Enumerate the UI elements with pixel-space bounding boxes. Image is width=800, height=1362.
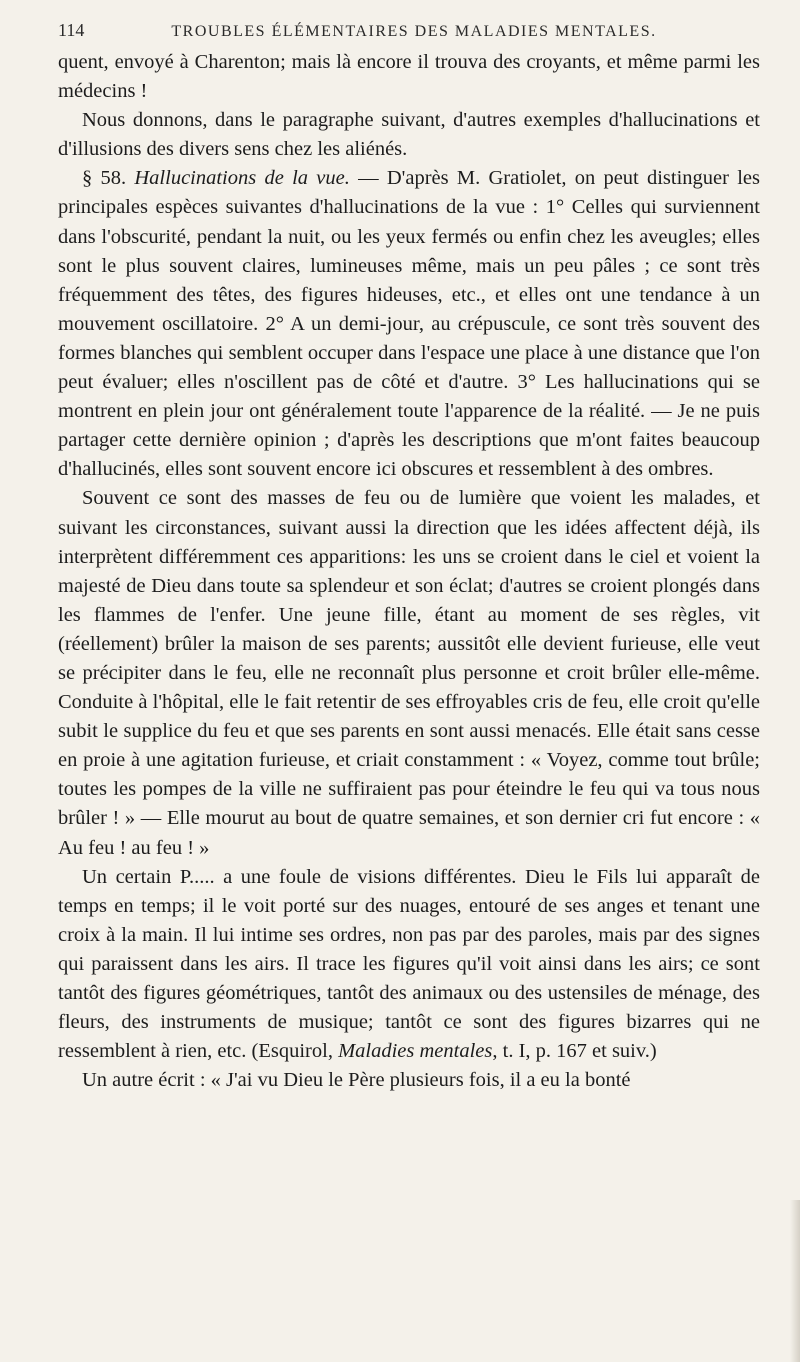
running-header xyxy=(58,20,760,44)
text-run: Souvent ce sont des masses de feu ou de lumière que voient les malades, et suivant les circonstances, suivant aussi la direction que les idées affectent déjà, ils interprètent différemment ces apparitions: les uns se croient dans le ciel et voient la majesté de Dieu dans toute sa splendeur et son éclat; d'autres se croient plongés dans les flammes de l'enfer. Une jeune fille, étant au moment de ses règles, vit (réellement) brûler la maison de ses parents; aussitôt elle devient furieuse, elle veut se précipiter dans le feu, elle ne reconnaît plus personne et croit brûler elle-même. Conduite à l'hôpital, elle le fait retentir de ses effroyables cris de feu, elle croit qu'elle subit le supplice du feu et que ses parents en sont aussi menacés. Elle était sans cesse en proie à une agitation furieuse, et criait constamment : « Voyez, comme tout brûle; toutes les pompes de la ville ne suffiraient pas pour éteindre le feu qui va tous nous brûler ! » — Elle mourut au bout de quatre semaines, et son dernier cri fut encore : « Au feu ! au feu ! » xyxy=(58,487,760,859)
running-title: TROUBLES ÉLÉMENTAIRES DES MALADIES MENTALES. xyxy=(171,23,657,40)
paragraph xyxy=(58,106,760,164)
paragraph xyxy=(58,863,760,1067)
text-run: Un autre écrit : « J'ai vu Dieu le Père plusieurs fois, il a eu la bonté xyxy=(82,1069,631,1092)
paragraph xyxy=(58,484,760,862)
text-run: — D'après M. Gratiolet, on peut distinguer les principales espèces suivantes d'hallucinations de la vue : 1° Celles qui surviennent dans l'obscurité, pendant la nuit, ou les yeux fermés ou enfin chez les aveugles; elles sont le plus souvent claires, lumineuses même, mais un peu pâles ; ce sont très fréquemment des têtes, des figures hideuses, etc., et elles ont une tendance à un mouvement oscillatoire. 2° A un demi-jour, au crépuscule, ce sont très souvent des formes blanches qui semblent occuper dans l'espace une place à une distance que l'on peut évaluer; elles n'oscillent pas de côté et d'autre. 3° Les hallucinations qui se montrent en plein jour ont généralement toute l'apparence de la réalité. — Je ne puis partager cette dernière opinion ; d'après les descriptions que m'ont faites beaucoup d'hallucinés, elles sont souvent encore ici obscures et ressemblent à des ombres. xyxy=(58,167,760,481)
text-run: quent, envoyé à Charenton; mais là encore il trouva des croyants, et même parmi les médecins ! xyxy=(58,51,760,103)
page-edge-shadow xyxy=(790,1200,800,1362)
text-run: Un certain P..... a une foule de visions différentes. Dieu le Fils lui apparaît de temps en temps; il le voit porté sur des nuages, entouré de ses anges et tenant une croix à la main. Il lui intime ses ordres, non pas par des paroles, mais par des signes qui paraissent dans les airs. Il trace les figures qu'il voit ainsi dans les airs; ce sont tantôt des figures géométriques, tantôt des animaux ou des ustensiles de ménage, des fleurs, des instruments de musique; tantôt ce sont des figures bizarres qui ne ressemblent à rien, etc. (Esquirol, xyxy=(58,865,760,1063)
body-text xyxy=(58,48,760,1095)
paragraph xyxy=(58,48,760,106)
paragraph xyxy=(58,164,760,484)
page-number: 114 xyxy=(58,20,85,40)
italic-text: Hallucinations de la vue. xyxy=(134,167,350,190)
text-run: § 58. xyxy=(82,167,135,190)
italic-text: Maladies mentales xyxy=(338,1040,493,1063)
text-run: Nous donnons, dans le paragraphe suivant, d'autres exemples d'hallucinations et d'illusions des divers sens chez les aliénés. xyxy=(58,109,760,161)
paragraph xyxy=(58,1066,760,1095)
text-run: , t. I, p. 167 et suiv.) xyxy=(492,1040,657,1063)
